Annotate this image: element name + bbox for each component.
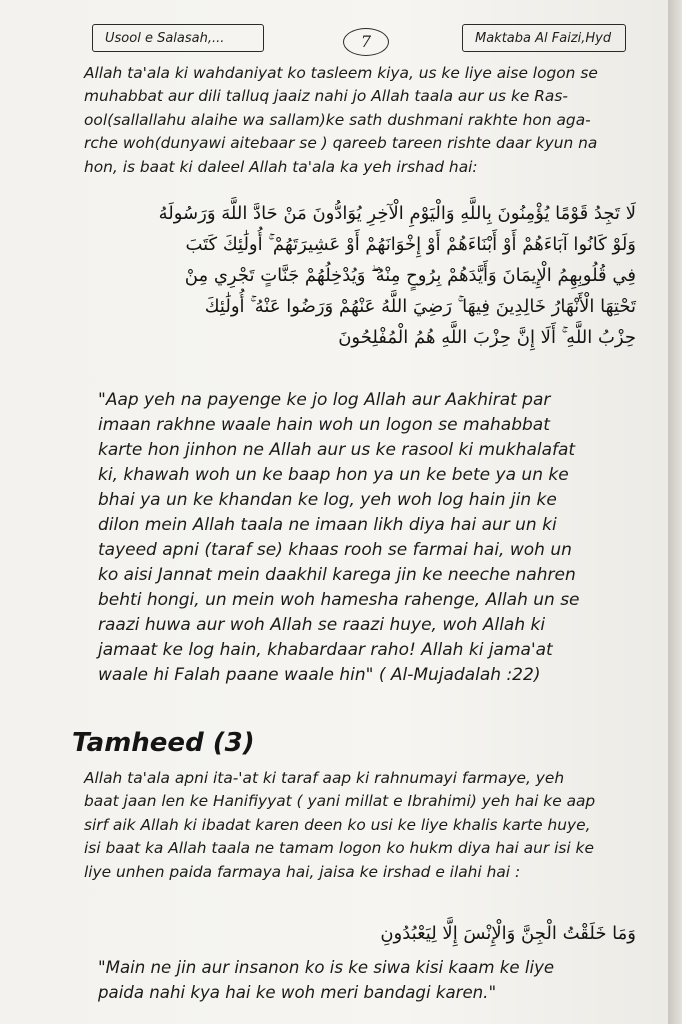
paragraph-intro <box>84 62 640 179</box>
arabic-verse-mujadalah <box>96 198 636 353</box>
text-line: behti hongi, un mein woh hamesha rahenge, Allah un se <box>98 590 580 610</box>
text-line: raazi huwa aur woh Allah se raazi huye, woh Allah ki <box>98 615 546 635</box>
text-line: sirf aik Allah ki ibadat karen deen ko usi ke liye khalis karte huye, <box>84 815 591 834</box>
page-edge-shadow <box>668 0 682 1024</box>
translation-quote-2 <box>98 955 646 1005</box>
arabic-line: فِي قُلُوبِهِمُ الْإِيمَانَ وَأَيَّدَهُمْ بِرُوحٍ مِنْهُ ۖ وَيُدْخِلُهُمْ جَنَّاتٍ تَجْرِي مِنْ <box>184 265 636 286</box>
text-line: hon, is baat ki daleel Allah ta'ala ka yeh irshad hai: <box>84 157 478 176</box>
text-line: "Main ne jin aur insanon ko is ke siwa kisi kaam ke liye <box>98 958 555 977</box>
text-line: karte hon jinhon ne Allah aur us ke rasool ki mukhalafat <box>98 440 576 460</box>
text-line: ko aisi Jannat mein daakhil karega jin ke neeche nahren <box>98 565 576 585</box>
text-line: muhabbat aur dili talluq jaaiz nahi jo Allah taala aur us ke Ras- <box>84 87 568 106</box>
text-line: waale hi Falah paane waale hin" ( Al-Mujadalah :22) <box>98 665 541 685</box>
header-book-title: Usool e Salasah,... <box>92 24 264 52</box>
text-line: imaan rakhne waale hain woh un logon se mahabbat <box>98 415 550 435</box>
text-line: baat jaan len ke Hanifiyyat ( yani millat e Ibrahimi) yeh hai ke aap <box>84 792 596 811</box>
section-heading: Tamheed (3) <box>72 728 255 758</box>
text-line: jamaat ke log hain, khabardaar raho! Allah ki jama'at <box>98 640 553 660</box>
text-line: bhai ya un ke khandan ke log, yeh woh log hain jin ke <box>98 490 557 510</box>
arabic-line: حِزْبُ اللَّهِ ۚ أَلَا إِنَّ حِزْبَ اللَّهِ هُمُ الْمُفْلِحُونَ <box>338 327 636 348</box>
text-line: paida nahi kya hai ke woh meri bandagi karen." <box>98 983 497 1002</box>
arabic-verse-dhariyat: وَمَا خَلَقْتُ الْجِنَّ وَالْإِنْسَ إِلَّا لِيَعْبُدُونِ <box>380 923 636 944</box>
arabic-line: وَلَوْ كَانُوا آبَاءَهُمْ أَوْ أَبْنَاءَهُمْ أَوْ إِخْوَانَهُمْ أَوْ عَشِيرَتَهُمْ ۚ أُولَٰئِكَ كَتَبَ <box>185 234 636 255</box>
translation-quote-1 <box>98 388 646 688</box>
text-line: rche woh(dunyawi aitebaar se ) qareeb tareen rishte daar kyun na <box>84 134 598 153</box>
text-line: liye unhen paida farmaya hai, jaisa ke irshad e ilahi hai : <box>84 862 521 881</box>
paragraph-tamheed <box>84 767 640 884</box>
text-line: dilon mein Allah taala ne imaan likh diya hai aur un ki <box>98 515 557 535</box>
header-publisher: Maktaba Al Faizi,Hyd <box>462 24 626 52</box>
text-line: Allah ta'ala ki wahdaniyat ko tasleem kiya, us ke liye aise logon se <box>84 64 598 82</box>
page-number: 7 <box>343 28 389 56</box>
text-line: ool(sallallahu alaihe wa sallam)ke sath dushmani rakhte hon aga- <box>84 110 591 129</box>
text-line: isi baat ka Allah taala ne tamam logon ko hukm diya hai aur isi ke <box>84 839 594 858</box>
text-line: "Aap yeh na payenge ke jo log Allah aur Aakhirat par <box>98 390 551 410</box>
text-line: Allah ta'ala apni ita-'at ki taraf aap ki rahnumayi farmaye, yeh <box>84 769 565 787</box>
text-line: tayeed apni (taraf se) khaas rooh se farmai hai, woh un <box>98 540 572 560</box>
text-line: ki, khawah woh un ke baap hon ya un ke bete ya un ke <box>98 465 569 485</box>
arabic-line: لَا تَجِدُ قَوْمًا يُؤْمِنُونَ بِاللَّهِ وَالْيَوْمِ الْآخِرِ يُوَادُّونَ مَنْ حَادَّ اللَّهَ وَرَسُولَهُ <box>158 203 636 224</box>
arabic-line: تَحْتِهَا الْأَنْهَارُ خَالِدِينَ فِيهَا ۚ رَضِيَ اللَّهُ عَنْهُمْ وَرَضُوا عَنْهُ ۚ أُولَٰئِكَ <box>204 296 636 317</box>
